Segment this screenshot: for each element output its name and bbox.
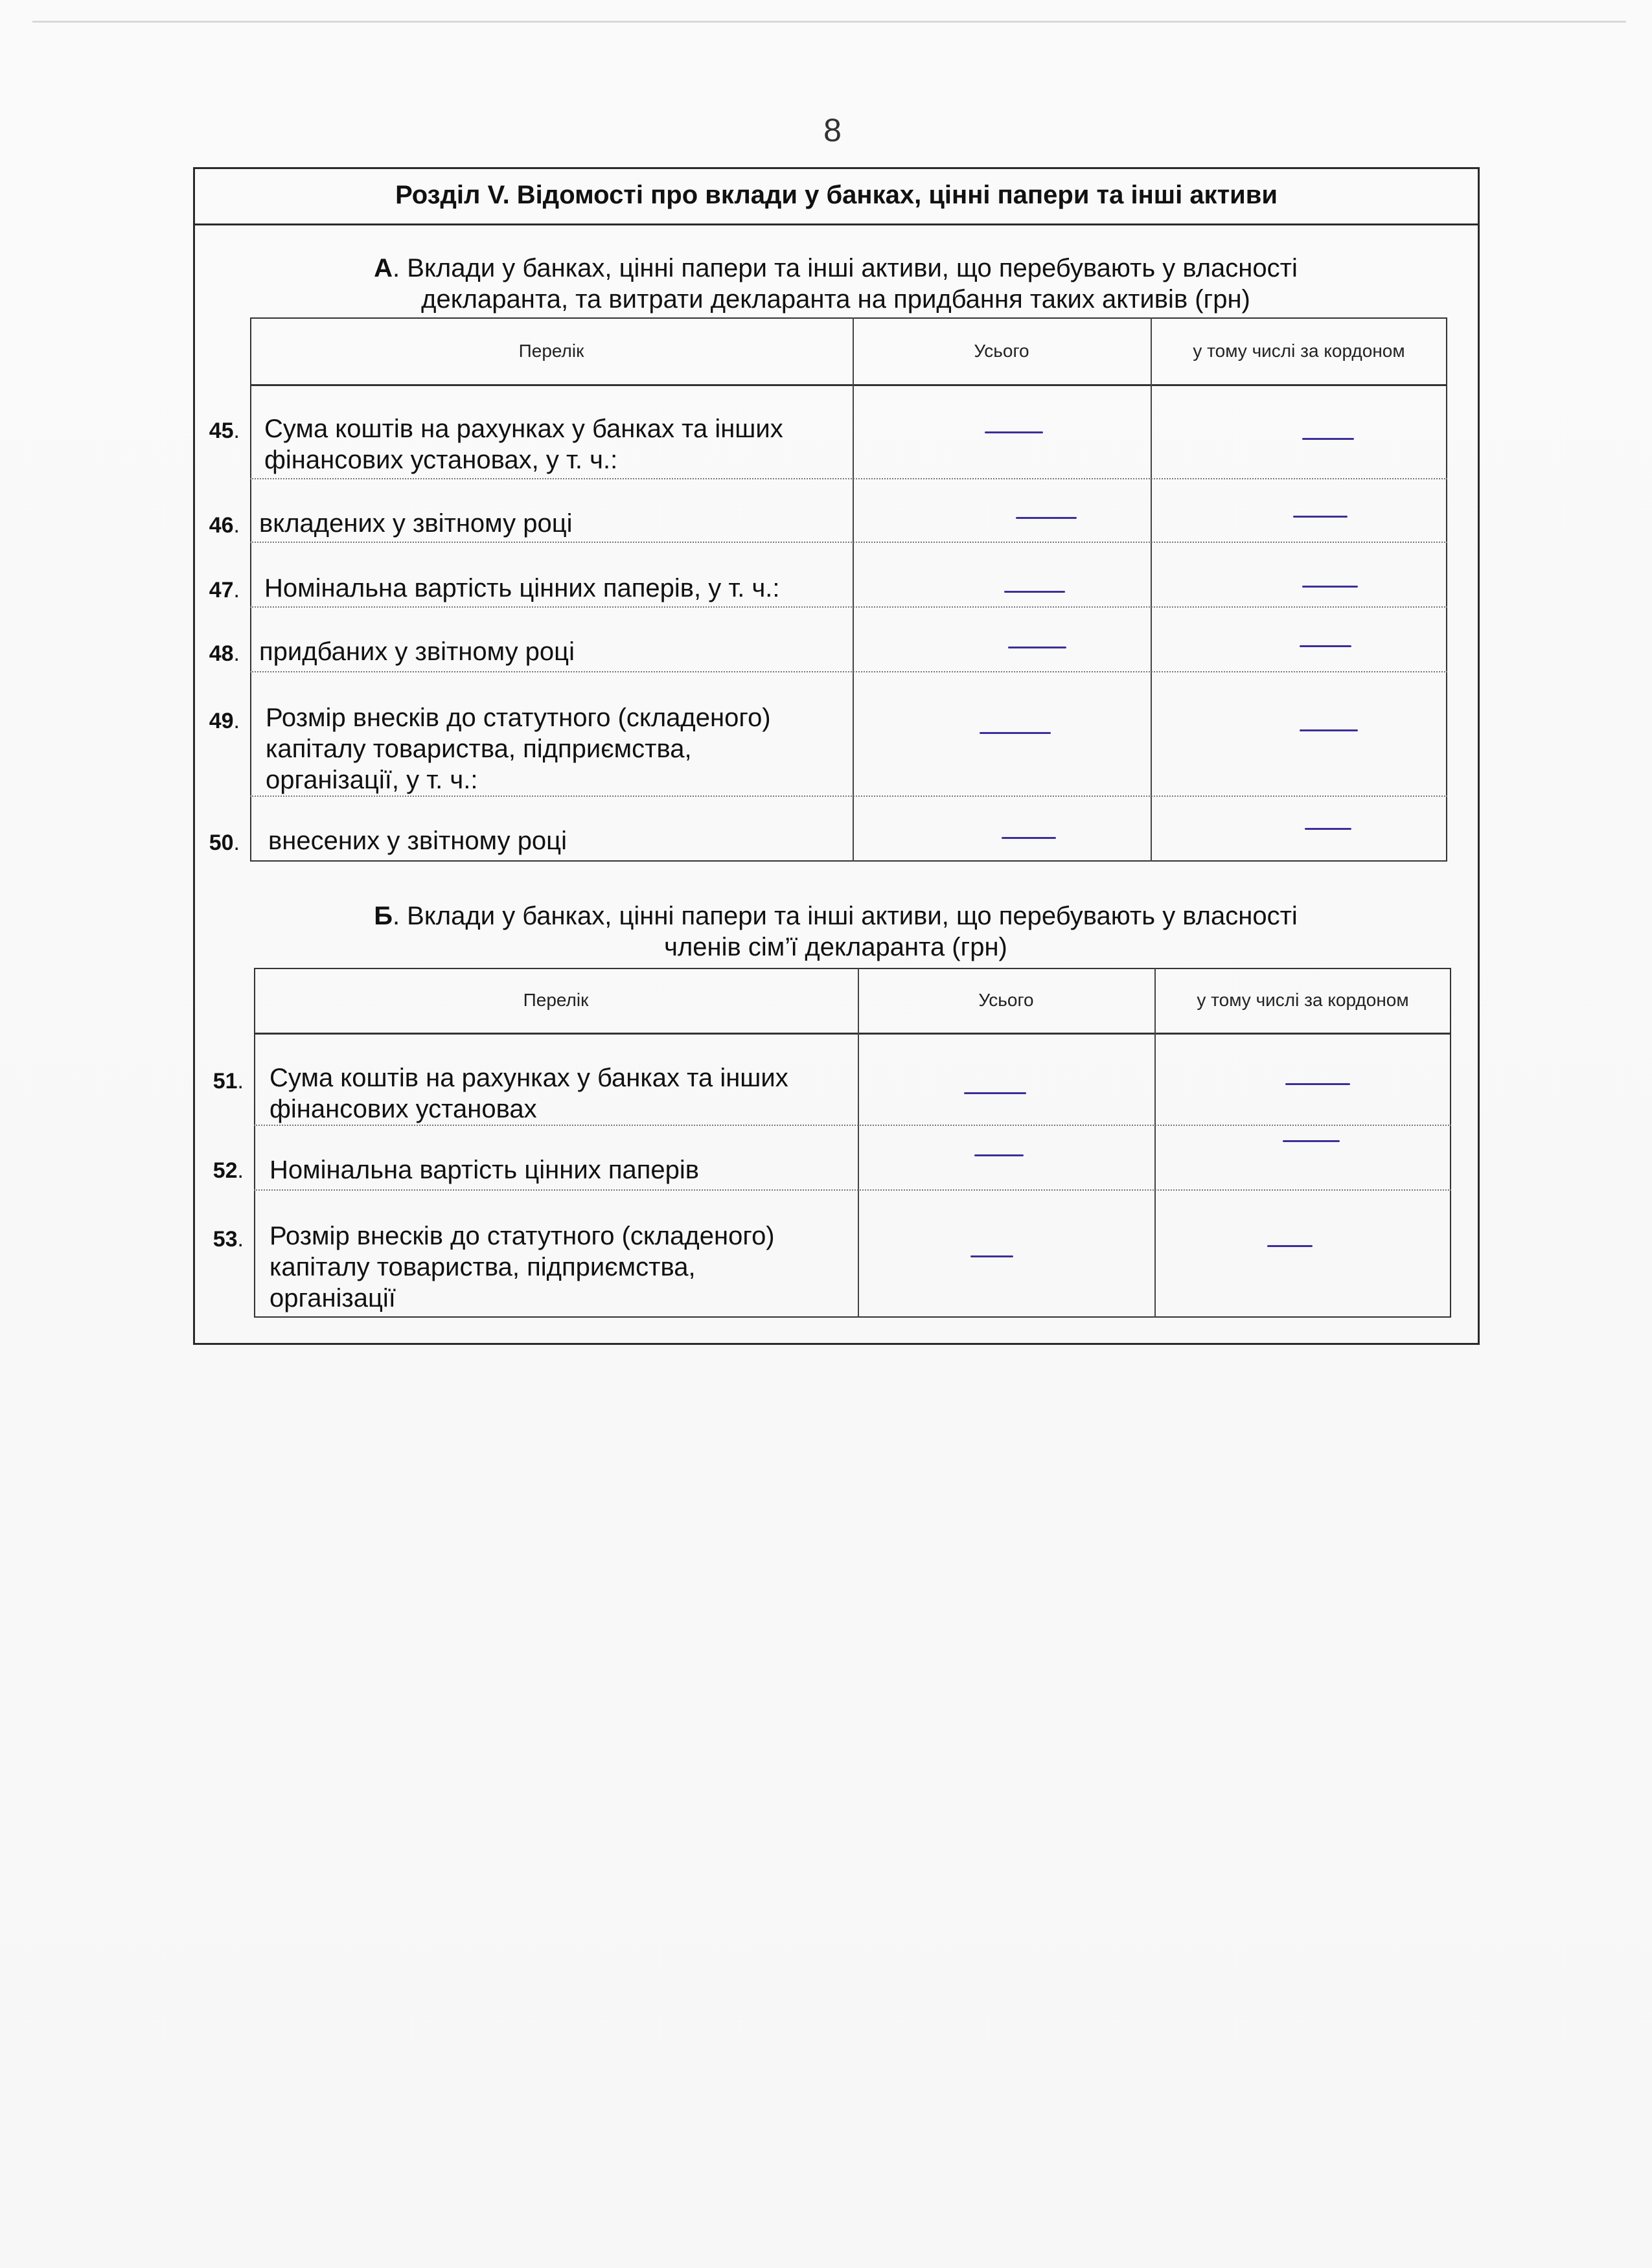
handwritten-dash [970, 1255, 1013, 1257]
part-a-header-abroad: у тому числі за кордоном [1193, 340, 1405, 361]
scan-edge [32, 21, 1626, 23]
handwritten-dash [1016, 517, 1077, 519]
row-number: 51. [212, 1069, 244, 1094]
row-divider [250, 542, 1447, 543]
handwritten-dash [964, 1092, 1026, 1094]
row-number: 47. [209, 578, 240, 602]
handwritten-dash [980, 732, 1051, 734]
handwritten-dash [974, 1154, 1024, 1156]
row-number: 53. [212, 1227, 244, 1252]
row-number: 49. [209, 709, 240, 733]
part-b-letter: Б [374, 902, 393, 930]
row-number: 50. [209, 830, 240, 855]
row-label: придбаних у звітному році [259, 637, 575, 666]
handwritten-dash [1293, 516, 1348, 518]
row-label: вкладених у звітному році [259, 509, 573, 538]
section-title: Розділ V. Відомості про вклади у банках, цінні папери та інші активи [193, 167, 1480, 225]
part-a-title [272, 253, 1399, 315]
row-number: 48. [209, 641, 240, 666]
part-b-header-rule [254, 1033, 1451, 1035]
handwritten-dash [1300, 645, 1351, 647]
row-label: Розмір внесків до статутного (складеного) капіталу товариства, підприємства, організації [270, 1222, 775, 1312]
part-b-title-line2: членів сім’ї декларанта (грн) [664, 933, 1007, 961]
part-a-letter: А [374, 254, 393, 282]
part-b-header-abroad: у тому числі за кордоном [1197, 990, 1409, 1010]
part-a-title-line1: . Вклади у банках, цінні папери та інші активи, що перебувають у власності [393, 254, 1298, 282]
row-number: 45. [209, 418, 240, 443]
part-a-header-rule [250, 384, 1447, 386]
part-a-header-total: Усього [974, 340, 1029, 361]
row-number: 52. [212, 1158, 244, 1183]
handwritten-dash [1002, 837, 1056, 839]
page-number: 8 [823, 112, 842, 148]
handwritten-dash [1267, 1245, 1313, 1247]
row-label: Номінальна вартість цінних паперів, у т. ч.: [264, 574, 780, 602]
row-divider [250, 671, 1447, 672]
handwritten-dash [1285, 1083, 1350, 1085]
part-b-title [272, 900, 1399, 963]
row-label: Сума коштів на рахунках у банках та інших фінансових установах [270, 1064, 788, 1123]
handwritten-dash [1302, 438, 1354, 440]
part-b-header-total: Усього [978, 990, 1034, 1010]
handwritten-dash [1300, 729, 1358, 731]
part-a-header-list: Перелік [518, 340, 584, 361]
part-a-col-divider [1151, 317, 1152, 862]
handwritten-dash [1302, 586, 1358, 588]
row-label: Номінальна вартість цінних паперів [270, 1156, 700, 1184]
part-b-title-line1: . Вклади у банках, цінні папери та інші активи, що перебувають у власності [392, 902, 1298, 930]
row-label: Сума коштів на рахунках у банках та інших фінансових установах, у т. ч.: [264, 415, 783, 474]
row-label: Розмір внесків до статутного (складеного) капіталу товариства, підприємства, організації, у т. ч.: [266, 704, 771, 794]
row-divider [250, 796, 1447, 797]
handwritten-dash [985, 431, 1043, 433]
handwritten-dash [1305, 828, 1351, 830]
row-divider [254, 1189, 1451, 1191]
part-a-col-divider [853, 317, 854, 862]
row-divider [254, 1125, 1451, 1126]
row-divider [250, 478, 1447, 479]
row-label: внесених у звітному році [268, 827, 567, 855]
part-b-header-list: Перелік [523, 990, 589, 1010]
part-a-title-line2: декларанта, та витрати декларанта на придбання таких активів (грн) [421, 285, 1250, 314]
handwritten-dash [1283, 1140, 1340, 1142]
row-divider [250, 606, 1447, 608]
handwritten-dash [1004, 591, 1065, 593]
row-number: 46. [209, 513, 240, 538]
handwritten-dash [1008, 647, 1066, 648]
